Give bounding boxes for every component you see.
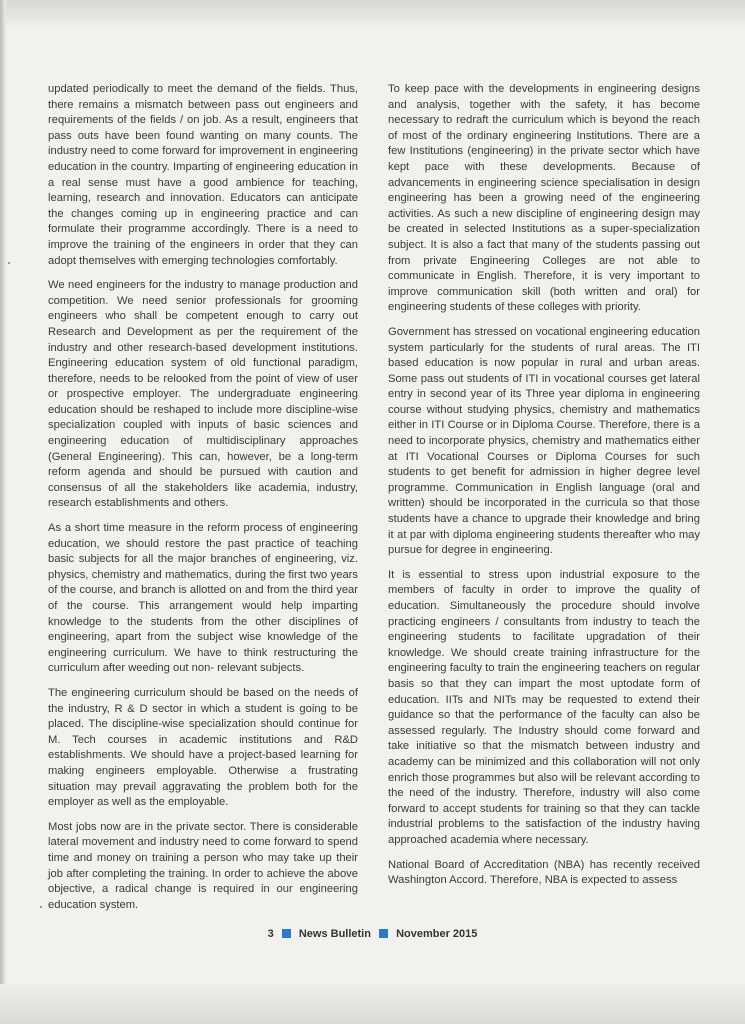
square-bullet-icon [282, 929, 291, 938]
scan-border-top [0, 0, 745, 26]
issue-date: November 2015 [396, 928, 478, 940]
page-footer [0, 928, 745, 940]
paragraph: We need engineers for the industry to manage production and competition. We need senior professionals for grooming engineers who shall be competent enough to carry out Research and Development as per the requirement of the industry and other research-based development institutions. Engineering education system of old functional paradigm, therefore, needs to be relooked from the point of view of user or prospective employer. The undergraduate engineering education should be reshaped to include more discipline-wise specialization coupled with inputs of basic sciences and engineering education of multidisciplinary approaches (General Engineering). This can, however, be a long-term reform agenda and should be pursued with caution and consensus of all the stakeholders like academia, industry, research establishments and others. [48, 279, 358, 510]
paragraph: Government has stressed on vocational engineering education system particularly for the students of rural areas. The ITI based education is now popular in rural and urban areas. Some pass out students of ITI in vocational courses get lateral entry in second year of its Three year diploma in engineering course without studying physics, chemistry and mathematics either in ITI Course or in Diploma Course. Therefore, there is a need to incorporate physics, chemistry and mathematics either at ITI Vocational Courses or Diploma Courses for such students to get benefit for admission in higher degree level programme. Communication in English language (oral and written) should be incorporated in the curricula so that those students have a chance to upgrade their knowledge and bring it at par with diploma engineering students thereafter who may pursue for degree in engineering. [388, 325, 700, 557]
scan-speck [40, 906, 42, 908]
scan-speck [8, 262, 10, 264]
paragraph: To keep pace with the developments in engineering designs and analysis, together with the safety, it has become necessary to redraft the curriculum which is beyond the reach of most of the ordinary engineering Institutions. There are a few Institutions (engineering) in the private sector which have kept pace with these developments. Because of advancements in engineering science specialisation in design engineering has been a growing need of the engineering activities. As such a new discipline of engineering design may be created in selected Institutions as a super-specialization subject. It is also a fact that many of the students passing out from private Engineering Colleges are not able to communicate in English. Therefore, it is very important to improve communication skill (both written and oral) for engineering students of these colleges with priority. [388, 83, 700, 314]
article-page [48, 82, 702, 917]
publication-name: News Bulletin [298, 928, 371, 940]
page-number: 3 [267, 928, 274, 940]
left-column [48, 82, 358, 922]
paragraph: The engineering curriculum should be based on the needs of the industry, R & D sector in which a student is going to be placed. The discipline-wise specialization should continue for M. Tech courses in academic institutions and R&D establishments. We should have a project-based learning for making engineers employable. Otherwise a frustrating situation may prevail aggravating the problem both for the employer as well as the employable. [48, 686, 358, 809]
right-column [388, 82, 700, 898]
paragraph: National Board of Accreditation (NBA) has recently received Washington Accord. Therefore, NBA is expected to assess [388, 858, 700, 887]
paragraph: updated periodically to meet the demand of the fields. Thus, there remains a mismatch between pass out engineers and requirements of the fields / on job. As a result, engineers that pass outs have been found wanting on many counts. The industry need to come forward for improvement in engineering education in the country. Imparting of engineering education in a real sense must have a good ambience for teaching, learning, research and innovation. Educators can anticipate the changes coming up in engineering practice and can formulate their programme accordingly. There is a need to improve the training of the engineers in order that they can adopt themselves with emerging technologies comfortably. [48, 83, 358, 267]
paragraph: As a short time measure in the reform process of engineering education, we should restore the past practice of teaching basic subjects for all the major branches of engineering, viz. physics, chemistry and mathematics, during the first two years of the course, and branch is allotted on and from the third year of the course. This arrangement would help imparting knowledge to the students from the other disciplines of engineering, apart from the subject wise knowledge of the engineering curriculum. We have to think restructuring the curriculum after weeding out non- relevant subjects. [48, 522, 358, 675]
square-bullet-icon [379, 929, 388, 938]
scan-border-left [0, 0, 6, 1024]
paragraph: Most jobs now are in the private sector. There is considerable lateral movement and industry need to come forward to spend time and money on training a person who may take up their job after completing the training. In order to achieve the above objective, a radical change is required in our engineering education system. [48, 820, 358, 911]
scan-border-bottom [0, 984, 745, 1024]
paragraph: It is essential to stress upon industrial exposure to the members of faculty in order to improve the quality of education. Simultaneously the procedure should involve practicing engineers / consultants from industry to teach the engineering students to facilitate upgradation of their knowledge. We should create training infrastructure for the engineering faculty to train the engineering teachers on regular basis so that they can impart the most uptodate form of education. IITs and NITs may be requested to extend their guidance so that the performance of the faculty can also be assessed regularly. The Industry should come forward and take initiative so that the mismatch between industry and academy can be minimized and this collaboration will not only enrich those programmes but also will be relevant according to the need of the industry. Therefore, industry will also come forward to accept students for training so that they can tackle industrial problems to the satisfaction of the industry having approached academia where necessary. [388, 568, 700, 846]
